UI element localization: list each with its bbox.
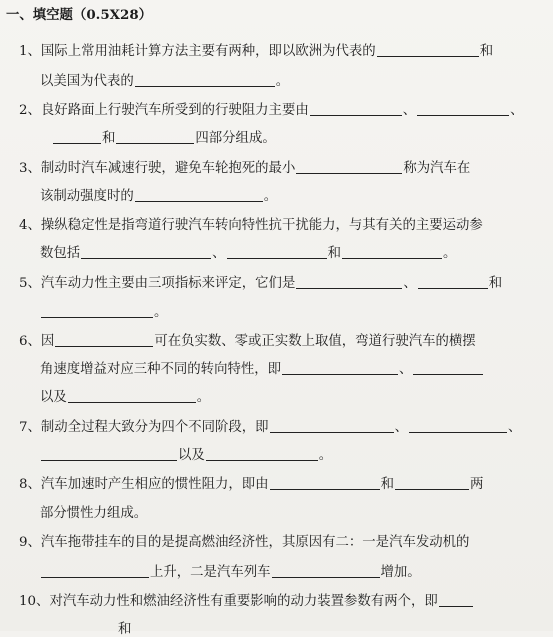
question-text: 以及 (178, 448, 205, 463)
question-text: 和 (327, 246, 341, 261)
question-text: 两 (469, 477, 484, 492)
question-text: 良好路面上行驶汽车所受到的行驶阻力主要由 (40, 103, 309, 118)
section-title: 一、填空题（0.5X28） (6, 7, 153, 23)
question-9-line-1 (19, 531, 553, 550)
answer-blank[interactable] (227, 245, 327, 259)
answer-blank[interactable] (41, 447, 177, 461)
question-4-line-1 (19, 214, 553, 233)
question-number: 8、 (19, 477, 41, 492)
answer-blank[interactable] (310, 102, 402, 116)
question-number: 7、 (19, 420, 41, 435)
question-4-line-2 (40, 242, 553, 261)
question-text: 、 (403, 276, 417, 291)
question-text: 和 (380, 477, 394, 492)
question-text: 和 (488, 276, 503, 291)
question-text: 该制动强度时的 (40, 189, 134, 204)
question-text: 部分惯性力组成。 (40, 506, 148, 521)
question-7-line-1 (19, 416, 553, 435)
question-10-line-1 (19, 590, 553, 609)
answer-blank[interactable] (409, 419, 507, 433)
answer-blank[interactable] (81, 245, 211, 259)
question-1-line-1 (19, 40, 553, 59)
answer-blank[interactable] (342, 245, 442, 259)
question-text: 和 (479, 44, 494, 59)
question-1-line-2 (40, 70, 553, 89)
answer-blank[interactable] (296, 160, 402, 174)
question-number: 4、 (19, 218, 41, 233)
question-3-line-1 (19, 157, 553, 176)
question-6-line-2 (40, 358, 553, 377)
question-2-line-1 (19, 99, 553, 118)
question-text: 制动时汽车减速行驶，避免车轮抱死的最小 (40, 161, 296, 176)
answer-blank[interactable] (439, 593, 473, 607)
question-8-line-1 (19, 473, 553, 492)
answer-blank[interactable] (395, 476, 469, 490)
question-text: 上升，二是汽车列车 (150, 565, 271, 580)
question-text: 操纵稳定性是指弯道行驶汽车转向特性抗干扰能力，与其有关的主要运动参 (40, 218, 483, 233)
answer-blank[interactable] (41, 304, 153, 318)
question-9-line-2 (40, 561, 553, 580)
answer-blank[interactable] (41, 564, 149, 578)
question-number: 2、 (19, 103, 41, 118)
question-text: 可在负实数、零或正实数上取值，弯道行驶汽车的横摆 (154, 334, 476, 349)
answer-blank[interactable] (417, 102, 509, 116)
question-text: 和 (102, 131, 116, 146)
question-text: 。 (263, 189, 278, 204)
question-7-line-2 (40, 444, 553, 463)
question-text: 。 (196, 390, 211, 405)
question-8-line-2 (40, 502, 553, 521)
question-5-line-2 (40, 301, 553, 320)
question-text: 汽车拖带挂车的目的是提高燃油经济性，其原因有二：一是汽车发动机的 (40, 535, 470, 550)
question-text: 和 (118, 622, 132, 637)
question-6-line-3 (40, 386, 553, 405)
question-5-line-1 (19, 272, 553, 291)
answer-blank[interactable] (53, 130, 101, 144)
question-text: 。 (442, 246, 457, 261)
question-2-line-2 (52, 127, 553, 146)
question-text: 称为汽车在 (403, 161, 471, 176)
question-text: 、 (212, 246, 226, 261)
question-number: 5、 (19, 276, 41, 291)
question-text: 、 (510, 103, 524, 118)
question-text: 。 (275, 74, 290, 89)
answer-blank[interactable] (206, 447, 318, 461)
question-3-line-2 (40, 185, 553, 204)
question-number: 6、 (19, 334, 41, 349)
answer-blank[interactable] (282, 361, 398, 375)
answer-blank[interactable] (135, 188, 263, 202)
answer-blank[interactable] (272, 564, 380, 578)
answer-blank[interactable] (270, 419, 394, 433)
question-text: 国际上常用油耗计算方法主要有两种，即以欧洲为代表的 (40, 44, 376, 59)
question-text: 以及 (40, 390, 67, 405)
question-text: 汽车加速时产生相应的惯性阻力，即由 (40, 477, 269, 492)
question-text: 增加。 (380, 565, 421, 580)
question-text: 角速度增益对应三种不同的转向特性，即 (40, 362, 282, 377)
question-text: 、 (399, 362, 413, 377)
question-text: 数包括 (40, 246, 81, 261)
question-text: 。 (318, 448, 333, 463)
question-text: 以美国为代表的 (40, 74, 134, 89)
answer-blank[interactable] (418, 275, 488, 289)
answer-blank[interactable] (270, 476, 380, 490)
question-text: 、 (402, 103, 417, 118)
question-text: 因 (40, 334, 55, 349)
question-number: 1、 (19, 44, 41, 59)
question-text: 制动全过程大致分为四个不同阶段，即 (40, 420, 269, 435)
question-text: 汽车动力性主要由三项指标来评定，它们是 (40, 276, 296, 291)
question-text: 对汽车动力性和燃油经济性有重要影响的动力装置参数有两个，即 (49, 594, 438, 609)
answer-blank[interactable] (68, 389, 196, 403)
answer-blank[interactable] (55, 333, 153, 347)
question-text: 。 (154, 305, 168, 320)
question-number: 10、 (19, 594, 50, 609)
answer-blank[interactable] (135, 73, 275, 87)
question-text: 、 (394, 420, 408, 435)
answer-blank[interactable] (296, 275, 402, 289)
question-10-line-2 (118, 618, 553, 637)
question-text: 四部分组成。 (195, 131, 276, 146)
question-number: 3、 (19, 161, 41, 176)
answer-blank[interactable] (413, 361, 483, 375)
question-6-line-1 (19, 330, 553, 349)
answer-blank[interactable] (377, 43, 479, 57)
question-number: 9、 (19, 535, 41, 550)
answer-blank[interactable] (116, 130, 194, 144)
question-text: 、 (507, 420, 522, 435)
